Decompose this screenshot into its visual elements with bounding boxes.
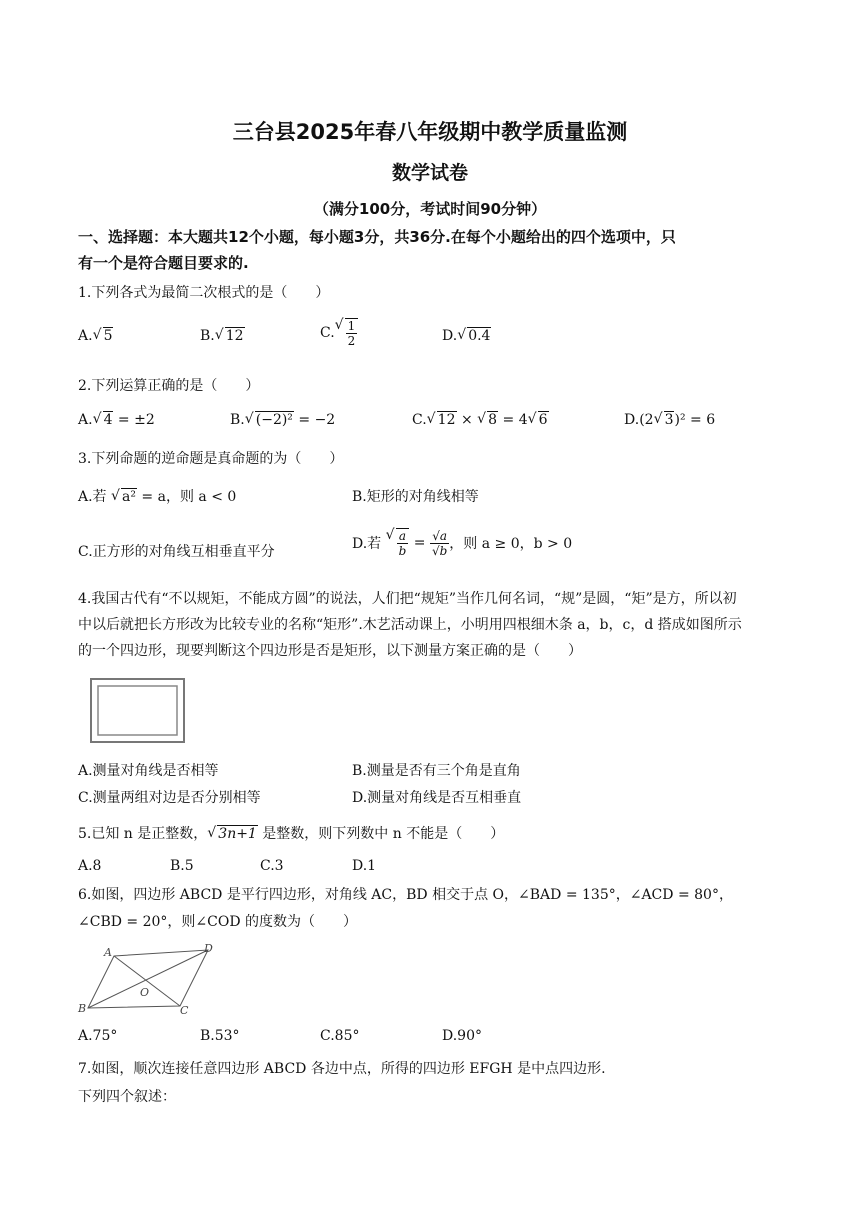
- q6-label-a: A: [104, 946, 112, 959]
- q6-label-o: O: [140, 986, 150, 999]
- q4-option-d: D.测量对角线是否互相垂直: [352, 790, 522, 806]
- q1-option-d-label: D.: [442, 328, 458, 344]
- q4-option-c: C.测量两组对边是否分别相等: [78, 790, 261, 806]
- q3-option-d: D.若 √ $\frac{a}{b}$ = $\frac{√a}{√b}$ ，则 a ≥ 0，b > 0: [352, 528, 572, 558]
- q6-label-d: D: [204, 942, 213, 955]
- q1-option-a-label: A.: [78, 328, 93, 344]
- q4-line3: 的一个四边形，现要判断这个四边形是否是矩形，以下测量方案正确的是（ ）: [78, 643, 582, 659]
- q5-option-c: C.3: [260, 858, 284, 874]
- q6-line2: ∠CBD = 20°，则∠COD 的度数为（ ）: [78, 914, 357, 930]
- q3-option-a: A.若 √ a² = a，则 a < 0: [78, 486, 236, 506]
- q2-option-b: B.√ (−2)² = −2: [230, 412, 335, 428]
- exam-title: 三台县2025年春八年级期中教学质量监测: [232, 120, 628, 144]
- q7-line2: 下列四个叙述：: [78, 1089, 176, 1105]
- q5-option-d: D.1: [352, 858, 377, 874]
- q1-option-b-sqrt: √ 12: [215, 328, 245, 344]
- q3-option-b: B.矩形的对角线相等: [352, 489, 479, 505]
- q1-stem: 1.下列各式为最简二次根式的是（ ）: [78, 285, 330, 301]
- section-heading-line2: 有一个是符合题目要求的.: [78, 254, 249, 272]
- q1-option-c: [320, 318, 358, 348]
- q6-option-a: A.75°: [78, 1028, 118, 1044]
- q1-option-c-label: C.: [320, 325, 335, 341]
- q1-option-a: [78, 328, 113, 344]
- q4-line2: 中以后就把长方形改为比较专业的名称“矩形”.木艺活动课上，小明用四根细木条 a，b，c，d 搭成如图所示: [78, 617, 742, 633]
- q4-frame-figure: [88, 676, 188, 746]
- q2-option-d: D.(2√ 3)² = 6: [624, 412, 715, 428]
- section-heading-line1: 一、选择题：本大题共12个小题，每小题3分，共36分.在每个小题给出的四个选项中，只: [78, 228, 676, 246]
- q1-option-a-sqrt: √ 5: [93, 328, 114, 344]
- q6-label-b: B: [78, 1002, 87, 1015]
- q5-stem: 5.已知 n 是正整数，√ 3n+1 是整数，则下列数中 n 不能是（ ）: [78, 823, 504, 843]
- q1-option-b-label: B.: [200, 328, 215, 344]
- q1-option-d-sqrt: √ 0.4: [457, 328, 491, 344]
- q2-option-c: C.√ 12 × √ 8 = 4√ 6: [412, 412, 549, 428]
- q4-option-b: B.测量是否有三个角是直角: [352, 763, 521, 779]
- q2-stem: 2.下列运算正确的是（ ）: [78, 378, 260, 394]
- exam-meta: （满分100分，考试时间90分钟）: [313, 200, 547, 218]
- q3-stem: 3.下列命题的逆命题是真命题的为（ ）: [78, 451, 344, 467]
- q3-option-c: C.正方形的对角线互相垂直平分: [78, 544, 275, 560]
- q7-line1: 7.如图，顺次连接任意四边形 ABCD 各边中点，所得的四边形 EFGH 是中点四边形.: [78, 1061, 606, 1077]
- q4-line1: 4.我国古代有“不以规矩，不能成方圆”的说法，人们把“规矩”当作几何名词，“规”是圆，“矩”是方，所以初: [78, 591, 737, 607]
- q6-option-b: B.53°: [200, 1028, 240, 1044]
- q6-parallelogram-figure: [76, 940, 226, 1020]
- q4-option-a: A.测量对角线是否相等: [78, 763, 219, 779]
- q6-option-d: D.90°: [442, 1028, 482, 1044]
- q2-option-a: A.√ 4 = ±2: [78, 412, 155, 428]
- q6-option-c: C.85°: [320, 1028, 360, 1044]
- q1-option-c-sqrt: √ $\frac{1}{2}$: [335, 318, 359, 348]
- exam-subject: 数学试卷: [391, 162, 468, 184]
- q6-line1: 6.如图，四边形 ABCD 是平行四边形，对角线 AC，BD 相交于点 O，∠BAD = 135°，∠ACD = 80°，: [78, 887, 733, 903]
- q5-option-a: A.8: [78, 858, 102, 874]
- q5-option-b: B.5: [170, 858, 194, 874]
- q6-label-c: C: [180, 1004, 189, 1017]
- q1-option-b: [200, 328, 245, 344]
- q1-option-d: [442, 328, 491, 344]
